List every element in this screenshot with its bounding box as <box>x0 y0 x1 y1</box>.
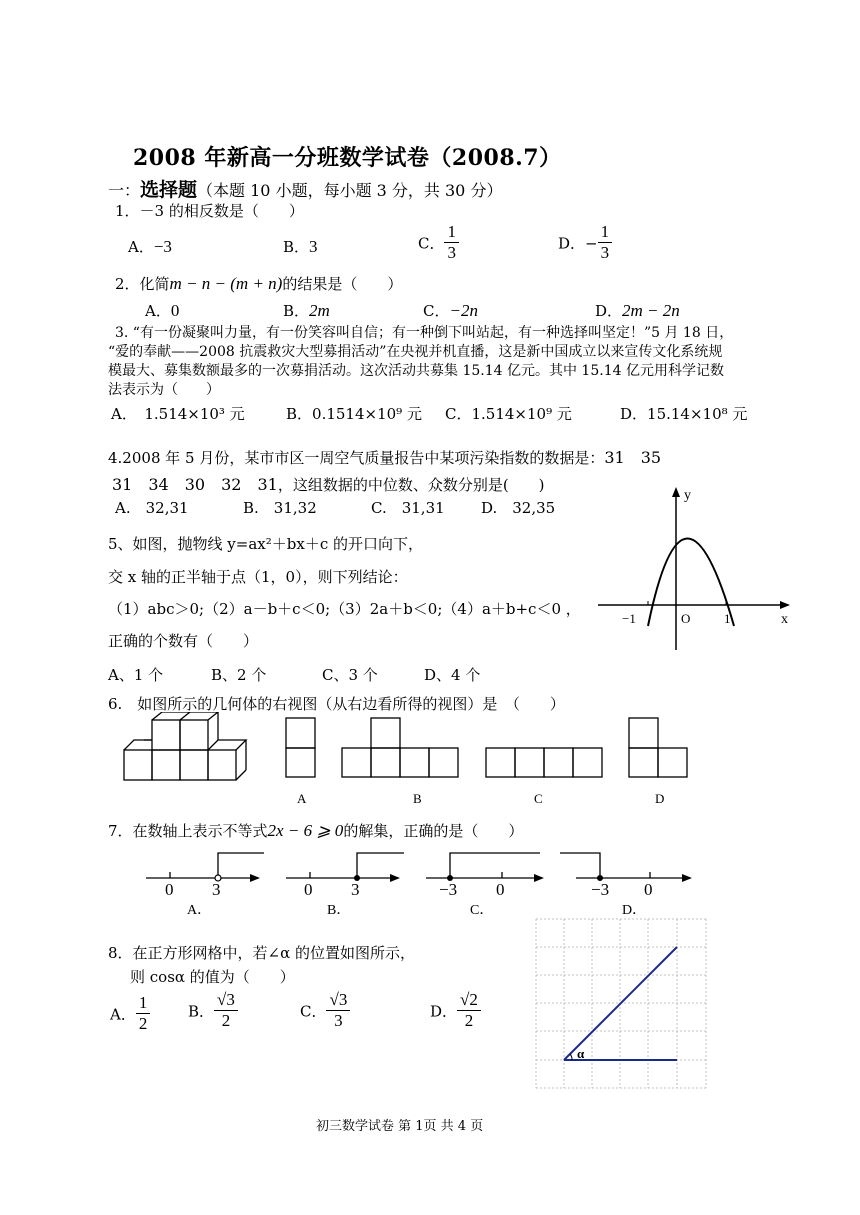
q7-stem: 7．在数轴上表示不等式2x − 6 ⩾ 0的解集，正确的是（ ） <box>108 821 524 840</box>
x-axis-arrow <box>780 601 790 609</box>
number-line-d <box>560 853 688 878</box>
q1-option-d: D．− $\frac{1}{3}$ <box>558 222 612 264</box>
svg-text:−3: −3 <box>591 880 610 899</box>
q3-option-b: B．0.1514×10⁹ 元 <box>286 405 422 423</box>
q5-line-1: 5、如图，抛物线 y=ax²＋bx＋c 的开口向下， <box>108 535 424 553</box>
q2-option-b: B．2m <box>283 301 330 320</box>
label-b: B <box>413 791 422 806</box>
section-note: （本题 10 小题，每小题 3 分，共 30 分） <box>197 181 503 200</box>
svg-text:3: 3 <box>351 880 360 899</box>
angle-grid-figure <box>535 918 707 1090</box>
angle-ray-diagonal <box>564 947 677 1060</box>
section-title: 选择题 <box>140 179 198 201</box>
option-a-figure <box>286 718 315 777</box>
q5-option-b: B、2 个 <box>211 666 267 684</box>
option-c-figure <box>486 748 602 777</box>
q8-option-a: A． $\frac{1}{2}$ <box>110 993 150 1035</box>
q8-line-1: 8．在正方形网格中，若∠α 的位置如图所示， <box>108 944 416 962</box>
section-prefix: 一： <box>108 181 141 200</box>
svg-text:0: 0 <box>165 880 174 899</box>
q4-line-1: 4.2008 年 5 月份，某市市区一周空气质量报告中某项污染指数的数据是：31 35 <box>108 448 662 467</box>
number-line-b <box>286 853 404 878</box>
q3-option-d: D．15.14×10⁸ 元 <box>620 405 748 423</box>
svg-text:0: 0 <box>496 880 505 899</box>
q6-stem: 6. 如图所示的几何体的右视图（从右边看所得的视图）是 （ ） <box>108 695 565 713</box>
q2-stem: 2．化简m − n − (m + n)的结果是（ ） <box>115 274 403 293</box>
fraction: $\frac{1}{3}$ <box>444 222 459 264</box>
q5-option-a: A、1 个 <box>108 666 164 684</box>
tick-neg-one: −1 <box>622 611 636 626</box>
svg-text:−3: −3 <box>439 880 458 899</box>
svg-text:0: 0 <box>644 880 653 899</box>
label-d: D <box>655 791 665 806</box>
option-c-label: C． <box>470 903 494 918</box>
q5-line-2: 交 x 轴的正半轴于点（1，0），则下列结论： <box>108 568 408 586</box>
q4-option-d: D. 32,35 <box>481 499 556 517</box>
x-axis-label: x <box>781 612 788 627</box>
number-line-c <box>426 853 542 878</box>
q2-option-a: A．0 <box>145 301 180 320</box>
q8-line-2: 则 cosα 的值为（ ） <box>130 968 295 986</box>
q7-number-lines <box>140 848 700 920</box>
option-b-figure <box>342 718 458 777</box>
q2-option-c: C．−2n <box>423 301 478 320</box>
q6-figures <box>120 712 700 812</box>
q3-line-4: 法表示为（ ） <box>108 382 220 398</box>
q5-option-d: D、4 个 <box>424 666 481 684</box>
q8-option-b: B． $\frac{√3}{2}$ <box>188 990 238 1032</box>
y-axis-label: y <box>684 488 691 503</box>
option-b-label: B． <box>327 903 351 918</box>
q3-option-a: A． 1.514×10³ 元 <box>111 405 245 423</box>
q4-option-c: C. 31,31 <box>371 499 445 517</box>
fraction: $\frac{1}{3}$ <box>598 222 613 264</box>
q3-option-c: C．1.514×10⁹ 元 <box>445 405 572 423</box>
label-c: C <box>534 791 543 806</box>
q1-option-c: C． $\frac{1}{3}$ <box>418 222 459 264</box>
q5-line-3: （1）abc＞0;（2）a－b＋c＜0;（3）2a＋b＜0;（4）a＋b+c＜0 ， <box>108 600 581 618</box>
origin-label: O <box>681 611 691 626</box>
alpha-label: α <box>577 1046 585 1061</box>
q1-option-b: B．3 <box>283 237 318 256</box>
q8-option-d: D． $\frac{√2}{2}$ <box>430 990 481 1032</box>
q8-option-c: C． $\frac{√3}{3}$ <box>300 990 350 1032</box>
svg-text:3: 3 <box>212 880 221 899</box>
q3-line-2: “爱的奉献——2008 抗震救灾大型募捐活动”在央视并机直播，这是新中国成立以来宣传文化系统规 <box>108 344 723 360</box>
q4-option-a: A. 32,31 <box>115 499 189 517</box>
q4-line-2: 31 34 30 32 31，这组数据的中位数、众数分别是( ) <box>112 475 545 494</box>
page-footer: 初三数学试卷 第 1页 共 4 页 <box>316 1119 484 1134</box>
svg-text:0: 0 <box>304 880 313 899</box>
option-a-label: A． <box>187 903 212 918</box>
parabola-graph <box>598 485 798 655</box>
option-d-label: D． <box>622 903 647 918</box>
q1-stem: 1．－3 的相反数是（ ） <box>115 202 304 220</box>
q3-line-1: 3. “有一份凝聚叫力量，有一份笑容叫自信；有一种倒下叫站起，有一种选择叫坚定！”5 月 18 日， <box>115 325 734 341</box>
q3-line-3: 模最大、募集数额最多的一次募捐活动。这次活动共募集 15.14 亿元。其中 15.14 亿元用科学记数 <box>108 363 724 379</box>
q2-option-d: D．2m − 2n <box>595 301 680 320</box>
q5-line-4: 正确的个数有（ ） <box>108 632 259 650</box>
section-heading <box>108 175 502 202</box>
number-line-a <box>146 853 264 878</box>
option-d-figure <box>629 718 687 777</box>
q4-option-b: B. 31,32 <box>243 499 317 517</box>
label-a: A <box>297 791 307 806</box>
y-axis-arrow <box>672 487 680 497</box>
q5-option-c: C、3 个 <box>322 666 378 684</box>
page-title: 2008 年新高一分班数学试卷（2008.7） <box>133 145 562 171</box>
solid-figure <box>124 712 246 780</box>
parabola-curve <box>648 539 734 627</box>
tick-one: 1 <box>724 611 731 626</box>
q1-option-a: A．−3 <box>128 237 172 256</box>
